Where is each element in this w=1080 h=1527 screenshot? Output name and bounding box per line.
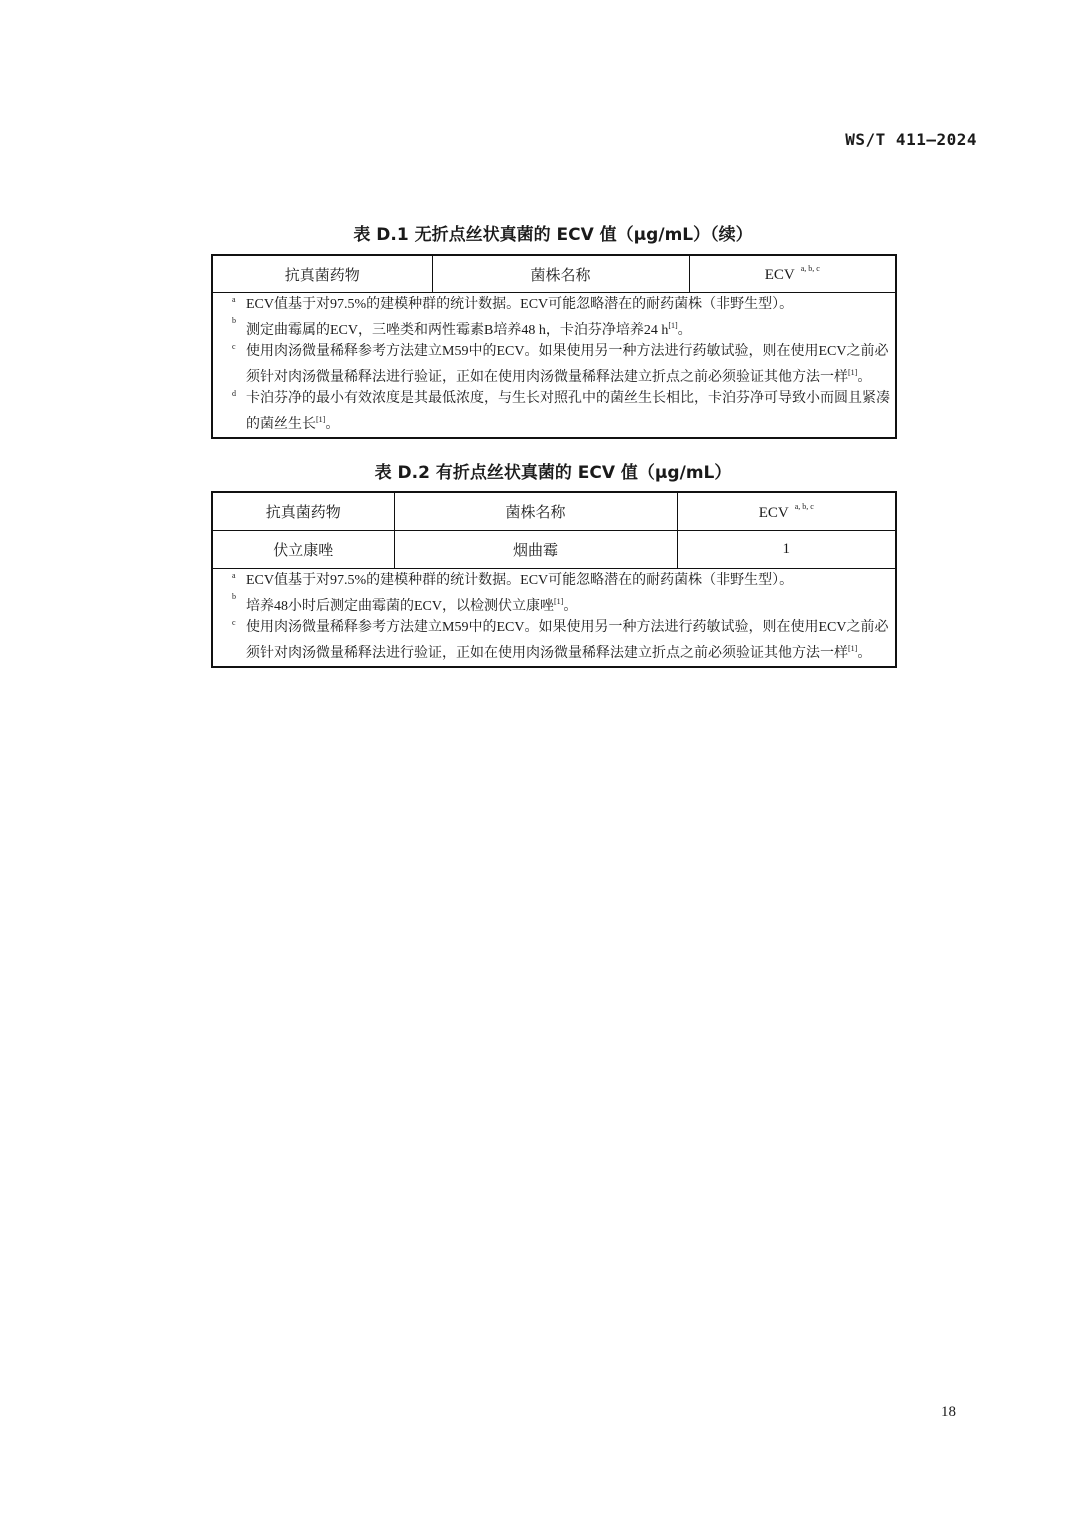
table-d1-col-strain: 菌株名称: [432, 255, 689, 293]
table-d2-notes-row: [212, 569, 896, 668]
note-mark: c: [232, 342, 236, 351]
standard-code: WS/T 411—2024: [845, 130, 977, 149]
table-d1-note-a: [213, 294, 895, 315]
table-d1-col-drug: 抗真菌药物: [212, 255, 432, 293]
cell-drug: 伏立康唑: [212, 531, 394, 569]
table-d1-title: 表 D.1 无折点丝状真菌的 ECV 值（μg/mL）（续）: [353, 225, 753, 245]
citation-ref: [1]: [848, 644, 858, 653]
note-mark: d: [232, 389, 236, 398]
table-d2-note-a: [213, 570, 895, 591]
table-d1-note-b: [213, 315, 895, 341]
ecv-footnote-marks: a, b, c: [794, 501, 814, 511]
table-d2-notes: [212, 569, 896, 668]
table-d2-col-strain: 菌株名称: [394, 492, 677, 531]
note-tail: 。: [677, 323, 692, 338]
page-number: 18: [941, 1404, 956, 1420]
citation-ref: [1]: [316, 415, 326, 424]
ecv-label: ECV: [758, 504, 789, 521]
table-d1-notes-row: [212, 293, 896, 439]
note-tail: 。: [857, 646, 872, 661]
note-text: 培养48小时后测定曲霉菌的ECV，以检测伏立康唑: [246, 599, 554, 614]
table-d2-note-c: [213, 617, 895, 664]
cell-ecv: 1: [677, 531, 896, 569]
table-d1-note-d: [213, 388, 895, 435]
table-d2-col-ecv: [677, 492, 896, 531]
note-tail: 。: [325, 417, 340, 432]
citation-ref: [1]: [554, 597, 564, 606]
note-mark: a: [232, 295, 236, 304]
table-d2-header-row: [212, 492, 896, 531]
table-d2-note-b: [213, 591, 895, 617]
table-d1-notes: [212, 293, 896, 439]
note-text: 使用肉汤微量稀释参考方法建立M59中的ECV。如果使用另一种方法进行药敏试验，则在使用ECV之前必须针对肉汤微量稀释法进行验证，正如在使用肉汤微量稀释法建立折点之前必须验证其他方法一样: [246, 344, 889, 385]
table-d1: [211, 254, 897, 439]
table-d1-note-c: [213, 341, 895, 388]
note-mark: b: [232, 592, 236, 601]
note-text: ECV值基于对97.5%的建模种群的统计数据。ECV可能忽略潜在的耐药菌株（非野生型）。: [246, 297, 794, 312]
table-d2: [211, 491, 897, 668]
table-d2-col-drug: 抗真菌药物: [212, 492, 394, 531]
note-text: ECV值基于对97.5%的建模种群的统计数据。ECV可能忽略潜在的耐药菌株（非野生型）。: [246, 573, 794, 588]
citation-ref: [1]: [848, 368, 858, 377]
note-mark: b: [232, 316, 236, 325]
table-d2-title: 表 D.2 有折点丝状真菌的 ECV 值（μg/mL）: [374, 463, 732, 483]
table-row: [212, 531, 896, 569]
note-mark: a: [232, 571, 236, 580]
note-text: 卡泊芬净的最小有效浓度是其最低浓度，与生长对照孔中的菌丝生长相比，卡泊芬净可导致小而圆且紧凑的菌丝生长: [246, 391, 890, 432]
note-text: 使用肉汤微量稀释参考方法建立M59中的ECV。如果使用另一种方法进行药敏试验，则在使用ECV之前必须针对肉汤微量稀释法进行验证，正如在使用肉汤微量稀释法建立折点之前必须验证其他方法一样: [246, 620, 889, 661]
cell-strain: 烟曲霉: [394, 531, 677, 569]
note-tail: 。: [563, 599, 578, 614]
note-text: 测定曲霉属的ECV，三唑类和两性霉素B培养48 h，卡泊芬净培养24 h: [246, 323, 669, 338]
table-d1-header-row: [212, 255, 896, 293]
ecv-label: ECV: [764, 267, 795, 283]
note-mark: c: [232, 618, 236, 627]
note-tail: 。: [857, 370, 872, 385]
ecv-footnote-marks: a, b, c: [800, 264, 820, 273]
citation-ref: [1]: [668, 321, 678, 330]
table-d1-col-ecv: [689, 255, 896, 293]
